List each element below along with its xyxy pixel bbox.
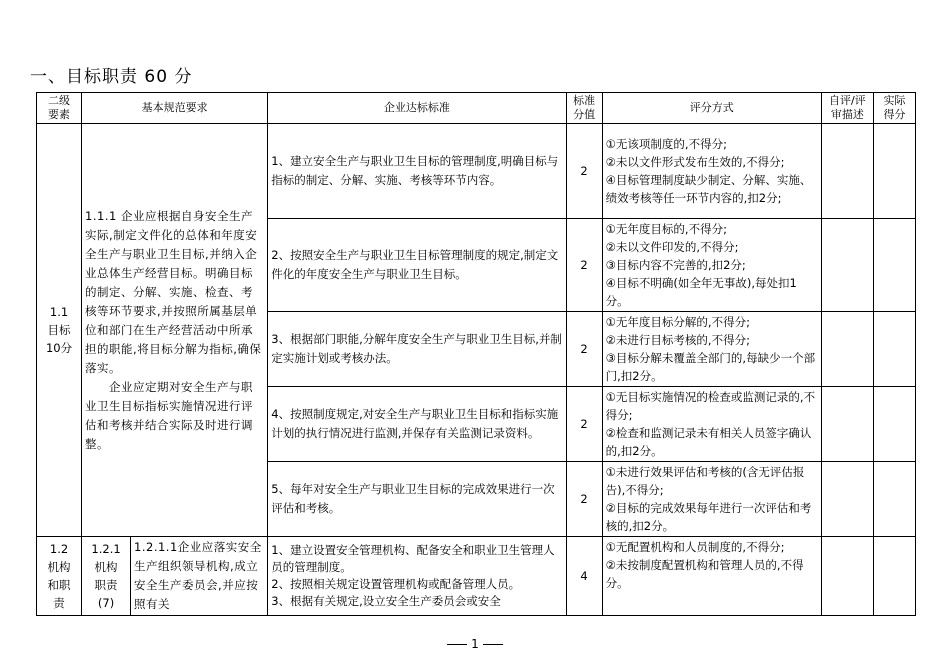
header-actual-score: 实际 得分 <box>873 93 915 124</box>
basic-requirement-cell <box>82 537 268 616</box>
method-cell: ①无配置机构和人员制度的,不得分; ②未按制度配置机构和管理人员的,不得分。 <box>602 537 821 616</box>
footer-dash-right <box>483 644 503 645</box>
standard-cell: 2、按照安全生产与职业卫生目标管理制度的规定,制定文件化的年度安全生产与职业卫生目标。 <box>268 219 566 312</box>
method-cell: ①无该项制度的,不得分; ②未以文件形式发布生效的,不得分; ④目标管理制度缺少制定、分解、实施、绩效考核等任一环节内容的,扣2分; <box>602 124 821 219</box>
table-row <box>37 124 916 219</box>
table-header-row <box>37 93 916 124</box>
standard-cell: 4、按照制度规定,对安全生产与职业卫生目标和指标实施计划的执行情况进行监测,并保存有关监测记录资料。 <box>268 387 566 462</box>
actual-score-cell <box>873 537 915 616</box>
method-cell: ①无年度目标的,不得分; ②未以文件印发的,不得分; ③目标内容不完善的,扣2分; ④目标不明确(如全年无事故),每处扣1分。 <box>602 219 821 312</box>
self-review-cell <box>821 312 873 387</box>
score-cell: 2 <box>566 312 602 387</box>
actual-score-cell <box>873 462 915 537</box>
self-review-cell <box>821 124 873 219</box>
sub-requirement-text: 1.2.1.1企业应落实安全生产组织领导机构,成立安全生产委员会,并应按照有关 <box>134 540 262 611</box>
basic-requirement-split <box>82 537 267 615</box>
score-cell: 2 <box>566 124 602 219</box>
score-cell: 2 <box>566 219 602 312</box>
scoring-table <box>36 92 916 616</box>
sub-element-cell: 1.2.1 机构 职责 (7) <box>82 537 131 615</box>
self-review-cell <box>821 219 873 312</box>
header-element: 二级 要素 <box>37 93 82 124</box>
standard-cell: 5、每年对安全生产与职业卫生目标的完成效果进行一次评估和考核。 <box>268 462 566 537</box>
score-cell: 4 <box>566 537 602 616</box>
score-cell: 2 <box>566 462 602 537</box>
method-cell: ①无目标实施情况的检查或监测记录的,不得分; ②检查和监测记录未有相关人员签字确认的,扣2分。 <box>602 387 821 462</box>
header-method: 评分方式 <box>602 93 821 124</box>
self-review-cell <box>821 537 873 616</box>
element-cell: 1.2 机构 和职 责 <box>37 537 82 616</box>
section-title: 一、目标职责 60 分 <box>30 67 193 87</box>
page-footer <box>0 637 950 651</box>
method-cell: ①无年度目标分解的,不得分; ②未进行目标考核的,不得分; ③目标分解未覆盖全部门的,每缺少一个部门,扣2分。 <box>602 312 821 387</box>
standard-cell: 1、建立设置安全管理机构、配备安全和职业卫生管理人员的管理制度。 2、按照相关规定设置管理机构或配备管理人员。 3、根据有关规定,设立安全生产委员会或安全 <box>268 537 566 616</box>
actual-score-cell <box>873 387 915 462</box>
element-cell: 1.1 目标 10分 <box>37 124 82 537</box>
self-review-cell <box>821 387 873 462</box>
standard-cell: 3、根据部门职能,分解年度安全生产与职业卫生目标,并制定实施计划或考核办法。 <box>268 312 566 387</box>
actual-score-cell <box>873 124 915 219</box>
actual-score-cell <box>873 219 915 312</box>
footer-dash-left <box>447 644 467 645</box>
self-review-cell <box>821 462 873 537</box>
table-row <box>37 537 916 616</box>
page-number: 1 <box>471 637 479 651</box>
header-self-review: 自评/评 审描述 <box>821 93 873 124</box>
actual-score-cell <box>873 312 915 387</box>
standard-cell: 1、建立安全生产与职业卫生目标的管理制度,明确目标与指标的制定、分解、实施、考核等环节内容。 <box>268 124 566 219</box>
score-cell: 2 <box>566 387 602 462</box>
header-standard: 企业达标标准 <box>268 93 566 124</box>
header-basic-requirements: 基本规范要求 <box>82 93 268 124</box>
basic-requirement-cell: 1.1.1 企业应根据自身安全生产实际,制定文件化的总体和年度安全生产与职业卫生目标,并纳入企业总体生产经营目标。明确目标的制定、分解、实施、检查、考核等环节要求,并按照所属基层单位和部门在生产经营活动中所承担的职能,将目标分解为指标,确保落实。 企业应定期对安全生产与职业卫生目标指标实施情况进行评估和考核并结合实际及时进行调整。 <box>82 124 268 537</box>
method-cell: ①未进行效果评估和考核的(含无评估报告),不得分; ②目标的完成效果每年进行一次评估和考核的,扣2分。 <box>602 462 821 537</box>
header-score: 标准 分值 <box>566 93 602 124</box>
